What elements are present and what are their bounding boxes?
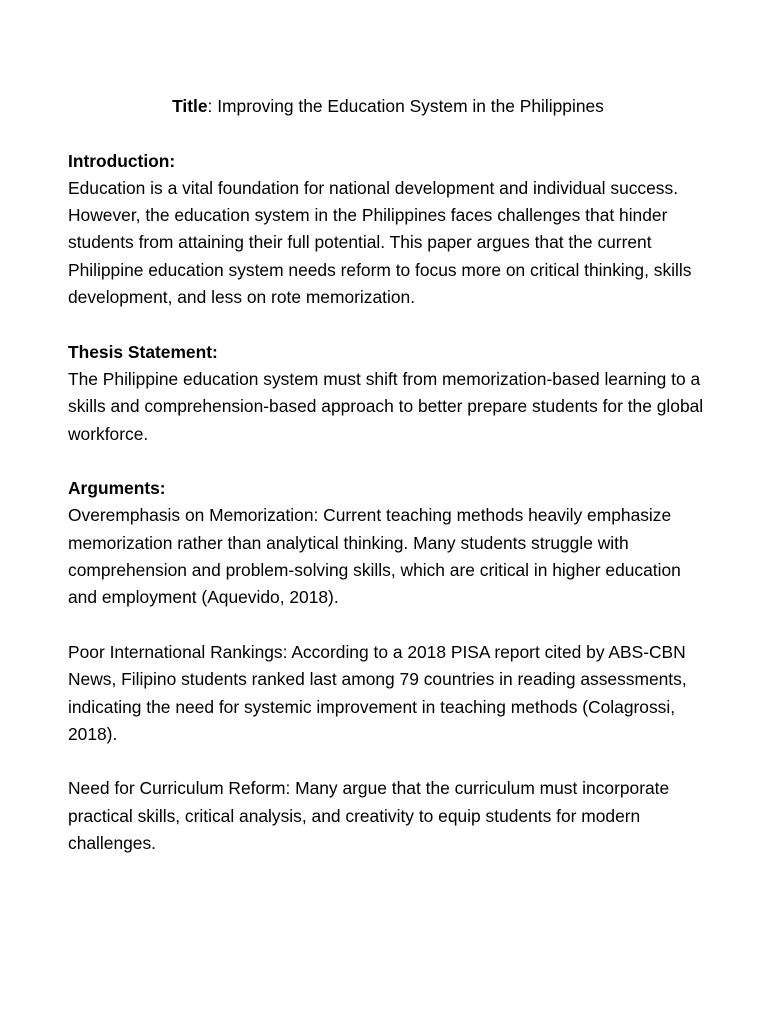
document-body: [68, 93, 708, 885]
title-label: Title: [172, 96, 208, 116]
thesis-paragraph: The Philippine education system must shift from memorization-based learning to a skills and comprehension-based approach to better prepare students for the global workforce.: [68, 368, 704, 444]
arguments-heading: Arguments:: [68, 478, 166, 499]
document-title: [68, 93, 708, 120]
argument-rankings-paragraph: Poor International Rankings: According to a 2018 PISA report cited by ABS-CBN News, Filipino students ranked last among 79 countries in reading assessments, indicating the need for systemic improvement in teaching methods (Colagrossi, 2018).: [68, 641, 687, 744]
thesis-heading: Thesis Statement:: [68, 341, 218, 362]
introduction-paragraph: Education is a vital foundation for national development and individual success. However, the education system in the Philippines faces challenges that hinder students from attaining their full potential. This paper argues that the current Philippine education system needs reform to focus more on critical thinking, skills development, and less on rote memorization.: [68, 177, 692, 308]
introduction-heading: Introduction:: [68, 150, 176, 171]
argument-curriculum-paragraph: Need for Curriculum Reform: Many argue that the curriculum must incorporate practical skills, critical analysis, and creativity to equip students for modern challenges.: [68, 778, 670, 854]
argument-memorization-paragraph: Overemphasis on Memorization: Current teaching methods heavily emphasize memorization rather than analytical thinking. Many students struggle with comprehension and problem-solving skills, which are critical in higher education and employment (Aquevido, 2018).: [68, 505, 681, 608]
title-text: : Improving the Education System in the Philippines: [207, 96, 604, 116]
